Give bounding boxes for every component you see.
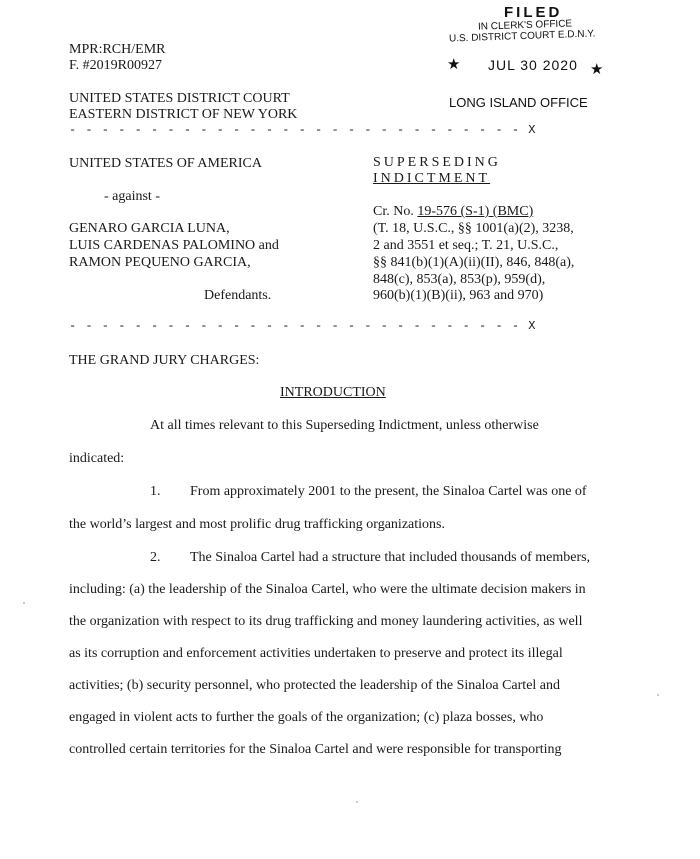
paragraph-text: including: (a) the leadership of the Sinaloa Cartel, who were the ultimate decision makers in <box>69 582 586 597</box>
star-icon: ★ <box>590 61 604 78</box>
caption-divider-top: - - - - - - - - - - - - - - - - - - - - - - - - - - - - X <box>69 123 537 137</box>
scan-speck <box>23 602 25 604</box>
clerks-office-stamp: IN CLERK'S OFFICE <box>477 18 573 33</box>
plaintiff-name: UNITED STATES OF AMERICA <box>69 156 262 171</box>
against-label: - against - <box>104 189 160 204</box>
statute-citation: (T. 18, U.S.C., §§ 1001(a)(2), 3238, <box>373 221 574 236</box>
paragraph-number: 1. <box>150 484 161 499</box>
filed-date-stamp: JUL 30 2020 <box>488 57 578 73</box>
paragraph-text: controlled certain territories for the Sinaloa Cartel and were responsible for transporting <box>69 742 562 757</box>
case-number <box>373 203 533 220</box>
grand-jury-charges: THE GRAND JURY CHARGES: <box>69 353 260 368</box>
case-number-value: 19-576 (S-1) (BMC) <box>417 204 534 219</box>
filed-stamp-title: FILED <box>504 4 563 21</box>
scan-speck <box>657 694 659 696</box>
paragraph-text: From approximately 2001 to the present, the Sinaloa Cartel was one of <box>190 484 587 499</box>
statute-citation: 960(b)(1)(B)(ii), 963 and 970) <box>373 288 544 303</box>
statute-citation: 2 and 3551 et seq.; T. 21, U.S.C., <box>373 238 559 253</box>
paragraph-text: as its corruption and enforcement activities undertaken to preserve and protect its illegal <box>69 646 563 661</box>
defendant-name: GENARO GARCIA LUNA, <box>69 221 230 236</box>
defendants-label: Defendants. <box>204 288 272 303</box>
district-court-stamp: U.S. DISTRICT COURT E.D.N.Y. <box>448 28 596 45</box>
scan-speck <box>356 801 358 803</box>
intro-text: At all times relevant to this Superseding Indictment, unless otherwise <box>150 418 539 433</box>
paragraph-text: engaged in violent acts to further the goals of the organization; (c) plaza bosses, who <box>69 710 544 725</box>
indictment-title: INDICTMENT <box>373 171 491 186</box>
paragraph-number: 2. <box>150 550 161 565</box>
caption-divider-bottom: - - - - - - - - - - - - - - - - - - - - - - - - - - - - X <box>69 319 537 333</box>
paragraph-text: activities; (b) security personnel, who protected the leadership of the Sinaloa Cartel and <box>69 678 561 693</box>
superseding-title: SUPERSEDING <box>373 155 501 170</box>
long-island-office-stamp: LONG ISLAND OFFICE <box>449 95 588 110</box>
statute-citation: 848(c), 853(a), 853(p), 959(d), <box>373 272 546 287</box>
paragraph-text: the organization with respect to its drug trafficking and money laundering activities, as well <box>69 614 583 629</box>
file-number: F. #2019R00927 <box>69 58 163 73</box>
case-number-prefix: Cr. No. <box>373 204 418 219</box>
intro-text: indicated: <box>69 451 125 466</box>
paragraph-text: The Sinaloa Cartel had a structure that included thousands of members, <box>190 550 591 565</box>
statute-citation: §§ 841(b)(1)(A)(ii)(II), 846, 848(a), <box>373 255 575 270</box>
defendant-name: LUIS CARDENAS PALOMINO and <box>69 238 279 253</box>
prosecutor-initials: MPR:RCH/EMR <box>69 42 166 57</box>
paragraph-text: the world’s largest and most prolific drug trafficking organizations. <box>69 517 445 532</box>
court-name: UNITED STATES DISTRICT COURT <box>69 91 290 106</box>
court-district: EASTERN DISTRICT OF NEW YORK <box>69 107 298 122</box>
defendant-name: RAMON PEQUENO GARCIA, <box>69 255 251 270</box>
star-icon: ★ <box>447 56 461 73</box>
introduction-heading: INTRODUCTION <box>280 385 386 400</box>
